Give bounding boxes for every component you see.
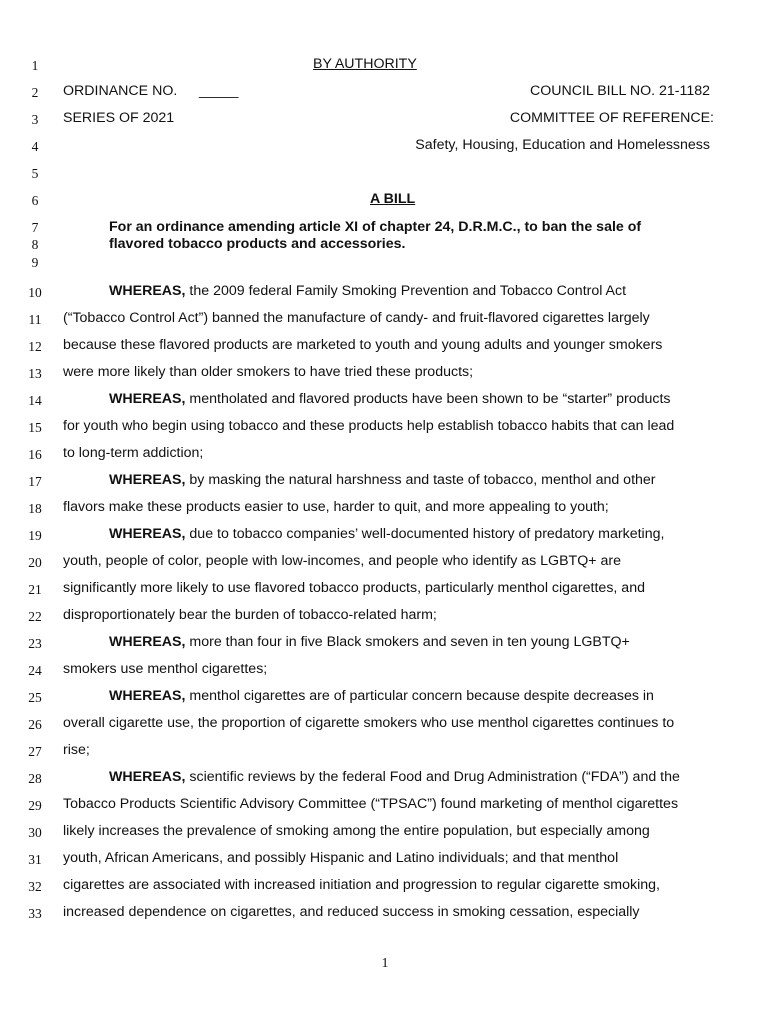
line-number: 19 bbox=[28, 528, 42, 543]
whereas-clause-start bbox=[109, 769, 680, 785]
body-line: significantly more likely to use flavored tobacco products, particularly menthol cigarettes, and bbox=[63, 580, 645, 596]
body-line: rise; bbox=[63, 742, 90, 758]
body-line: Tobacco Products Scientific Advisory Committee (“TPSAC”) found marketing of menthol cigarettes bbox=[63, 796, 679, 812]
body-text: the 2009 federal Family Smoking Prevention and Tobacco Control Act bbox=[185, 283, 627, 299]
line-number: 30 bbox=[28, 825, 42, 840]
line-number: 25 bbox=[28, 690, 42, 705]
line-number: 8 bbox=[31, 237, 39, 252]
line-number: 5 bbox=[31, 166, 39, 181]
committee-name: Safety, Housing, Education and Homelessness bbox=[415, 137, 710, 153]
line-number: 7 bbox=[31, 220, 39, 235]
body-line: youth, people of color, people with low-incomes, and people who identify as LGBTQ+ are bbox=[63, 553, 621, 569]
body-text: menthol cigarettes are of particular concern because despite decreases in bbox=[185, 688, 654, 704]
body-line: were more likely than older smokers to have tried these products; bbox=[63, 364, 474, 380]
line-number: 26 bbox=[28, 717, 42, 732]
line-number: 2 bbox=[31, 85, 39, 100]
line-number: 32 bbox=[28, 879, 42, 894]
line-number: 13 bbox=[28, 366, 42, 381]
whereas-clause-start bbox=[109, 688, 654, 704]
line-number: 14 bbox=[28, 393, 42, 408]
whereas-label: WHEREAS, bbox=[109, 688, 186, 704]
line-number: 33 bbox=[28, 906, 42, 921]
line-number: 10 bbox=[28, 285, 42, 300]
body-line: youth, African Americans, and possibly Hispanic and Latino individuals; and that menthol bbox=[63, 850, 619, 866]
line-number: 9 bbox=[31, 255, 39, 270]
line-number: 29 bbox=[28, 798, 42, 813]
line-number: 12 bbox=[28, 339, 42, 354]
line-number: 18 bbox=[28, 501, 42, 516]
line-number: 20 bbox=[28, 555, 42, 570]
whereas-clause-start bbox=[109, 391, 671, 407]
line-number: 28 bbox=[28, 771, 42, 786]
line-number: 15 bbox=[28, 420, 42, 435]
line-number: 24 bbox=[28, 663, 42, 678]
body-line: likely increases the prevalence of smoking among the entire population, but especially among bbox=[63, 823, 650, 839]
whereas-clause-start bbox=[109, 472, 656, 488]
line-number: 1 bbox=[31, 58, 39, 73]
body-line: disproportionately bear the burden of tobacco-related harm; bbox=[63, 607, 437, 623]
series-label: SERIES OF 2021 bbox=[63, 110, 175, 126]
ordinance-number-blank: _____ bbox=[199, 83, 239, 99]
body-text: scientific reviews by the federal Food and Drug Administration (“FDA”) and the bbox=[185, 769, 680, 785]
body-line: because these flavored products are marketed to youth and young adults and younger smokers bbox=[63, 337, 663, 353]
whereas-label: WHEREAS, bbox=[109, 472, 186, 488]
committee-label: COMMITTEE OF REFERENCE: bbox=[509, 110, 714, 126]
body-line: overall cigarette use, the proportion of cigarette smokers who use menthol cigarettes continues to bbox=[63, 715, 675, 731]
line-number: 22 bbox=[28, 609, 42, 624]
line-number: 3 bbox=[31, 112, 39, 127]
bill-heading: A BILL bbox=[370, 191, 416, 207]
line-number: 4 bbox=[31, 139, 39, 154]
body-text: by masking the natural harshness and taste of tobacco, menthol and other bbox=[185, 472, 656, 488]
body-text: mentholated and flavored products have been shown to be “starter” products bbox=[185, 391, 671, 407]
line-number: 11 bbox=[28, 312, 42, 327]
line-number: 6 bbox=[31, 193, 39, 208]
bill-title-line: flavored tobacco products and accessories. bbox=[109, 236, 406, 252]
body-text: more than four in five Black smokers and seven in ten young LGBTQ+ bbox=[185, 634, 630, 650]
whereas-clause-start bbox=[109, 634, 630, 650]
whereas-label: WHEREAS, bbox=[109, 526, 186, 542]
body-line: for youth who begin using tobacco and these products help establish tobacco habits that can lead bbox=[63, 418, 675, 434]
bill-title-line: For an ordinance amending article XI of chapter 24, D.R.M.C., to ban the sale of bbox=[109, 219, 642, 235]
body-line: increased dependence on cigarettes, and reduced success in smoking cessation, especially bbox=[63, 904, 640, 920]
ordinance-number-label: ORDINANCE NO. bbox=[63, 83, 178, 99]
whereas-clause-start bbox=[109, 283, 626, 299]
body-line: (“Tobacco Control Act”) banned the manufacture of candy- and fruit-flavored cigarettes largely bbox=[63, 310, 650, 326]
line-number: 31 bbox=[28, 852, 42, 867]
whereas-label: WHEREAS, bbox=[109, 769, 186, 785]
whereas-label: WHEREAS, bbox=[109, 391, 186, 407]
line-number: 23 bbox=[28, 636, 42, 651]
council-bill-number: COUNCIL BILL NO. 21-1182 bbox=[529, 83, 710, 99]
by-authority-heading: BY AUTHORITY bbox=[313, 56, 417, 72]
line-number: 17 bbox=[28, 474, 42, 489]
whereas-label: WHEREAS, bbox=[109, 634, 186, 650]
body-line: to long-term addiction; bbox=[63, 445, 204, 461]
whereas-label: WHEREAS, bbox=[109, 283, 186, 299]
line-number: 16 bbox=[28, 447, 42, 462]
body-line: cigarettes are associated with increased initiation and progression to regular cigarette smoking, bbox=[63, 877, 660, 893]
page-number: 1 bbox=[381, 956, 389, 971]
whereas-clause-start bbox=[109, 526, 664, 542]
body-text: due to tobacco companies’ well-documented history of predatory marketing, bbox=[185, 526, 665, 542]
body-line: smokers use menthol cigarettes; bbox=[63, 661, 268, 677]
line-number: 27 bbox=[28, 744, 42, 759]
body-line: flavors make these products easier to use, harder to quit, and more appealing to youth; bbox=[63, 499, 609, 515]
line-number: 21 bbox=[28, 582, 42, 597]
